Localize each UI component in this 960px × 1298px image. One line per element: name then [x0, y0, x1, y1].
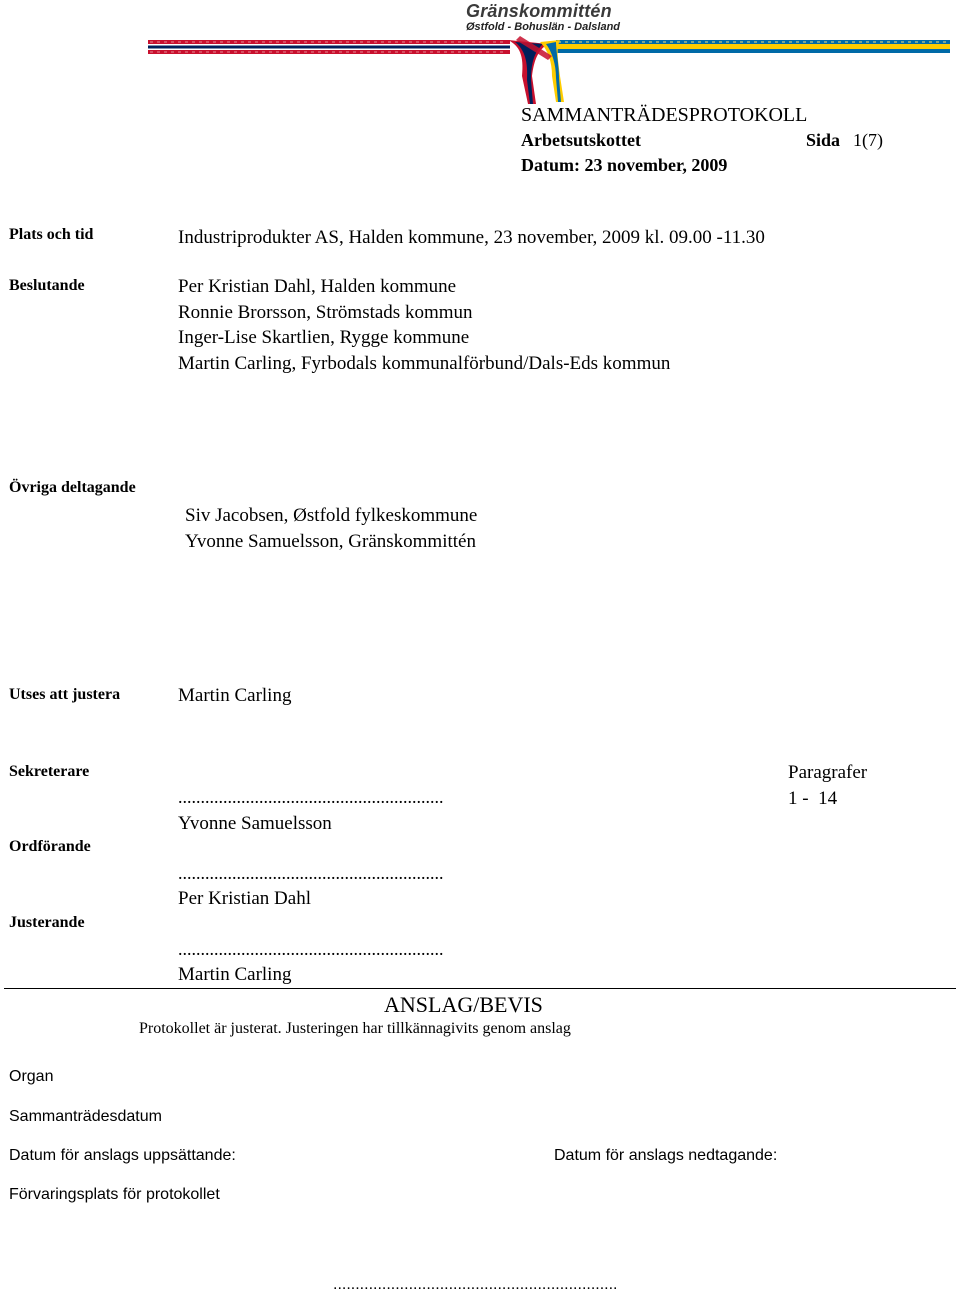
anslag-heading: ANSLAG/BEVIS: [384, 992, 543, 1017]
ribbon-white-top: [148, 44, 510, 46]
list-item: Yvonne Samuelsson, Gränskommittén: [185, 530, 476, 552]
ribbon-blue: [148, 46, 510, 49]
section-divider: [4, 988, 956, 989]
beslutande-label: Beslutande: [9, 277, 85, 294]
ribbon-red-bottom: [148, 50, 510, 54]
list-item: Inger-Lise Skartlien, Rygge kommune: [178, 327, 470, 348]
ribbon-red-top: [148, 40, 510, 44]
page-number: 1(7): [853, 130, 883, 150]
ovriga-list: [185, 503, 477, 554]
paragrafer-value: 1 - 14: [788, 788, 838, 809]
ordforande-name: Per Kristian Dahl: [178, 888, 311, 909]
ribbon-yellow: [556, 44, 950, 49]
plats-value: Industriprodukter AS, Halden kommune, 23 november, 2009 kl. 09.00 -11.30: [178, 227, 765, 248]
sekreterare-signature-line: ...........................................................: [178, 787, 444, 807]
list-item: Per Kristian Dahl, Halden kommune: [178, 276, 457, 297]
page-label: Sida: [806, 130, 841, 150]
justerande-label: Justerande: [9, 914, 85, 931]
justera-label: Utses att justera: [9, 686, 121, 703]
justerande-signature-line: ...........................................................: [178, 939, 444, 959]
document-heading: SAMMANTRÄDESPROTOKOLL: [521, 104, 808, 126]
plats-label: Plats och tid: [9, 226, 94, 243]
bottom-signature-line: ................................................................: [333, 1276, 618, 1293]
justera-value: Martin Carling: [178, 685, 292, 706]
uppsattande-label: Datum för anslags uppsättande:: [9, 1147, 236, 1164]
flag-ribbon-banner: [0, 36, 960, 106]
ribbon-white-bottom: [148, 49, 510, 51]
sekreterare-name: Yvonne Samuelsson: [178, 813, 332, 834]
list-item: Siv Jacobsen, Østfold fylkeskommune: [185, 505, 478, 526]
list-item: Ronnie Brorsson, Strömstads kommun: [178, 301, 473, 323]
org-logo-regions: Østfold - Bohuslän - Dalsland: [466, 21, 621, 33]
org-logo-name: Gränskommittén: [466, 1, 612, 21]
ovriga-label: Övriga deltagande: [9, 479, 136, 496]
sekreterare-label: Sekreterare: [9, 763, 90, 780]
beslutande-list: [178, 274, 670, 376]
list-item: Martin Carling, Fyrbodals kommunalförbund/Dals-Eds kommun: [178, 352, 671, 374]
forvaringsplats-label: Förvaringsplats för protokollet: [9, 1186, 220, 1203]
sammantradesdatum-label: Sammanträdesdatum: [9, 1108, 162, 1125]
justerande-name: Martin Carling: [178, 964, 292, 985]
organ-label: Organ: [9, 1068, 54, 1085]
meeting-date: Datum: 23 november, 2009: [521, 155, 728, 175]
anslag-text: Protokollet är justerat. Justeringen har tillkännagivits genom anslag: [139, 1020, 571, 1037]
ordforande-label: Ordförande: [9, 838, 91, 855]
committee-name: Arbetsutskottet: [521, 130, 641, 150]
nedtagande-label: Datum för anslags nedtagande:: [554, 1147, 778, 1164]
paragrafer-label: Paragrafer: [788, 762, 868, 783]
ordforande-signature-line: ...........................................................: [178, 863, 444, 883]
ribbon-blue-bottom: [556, 49, 950, 53]
